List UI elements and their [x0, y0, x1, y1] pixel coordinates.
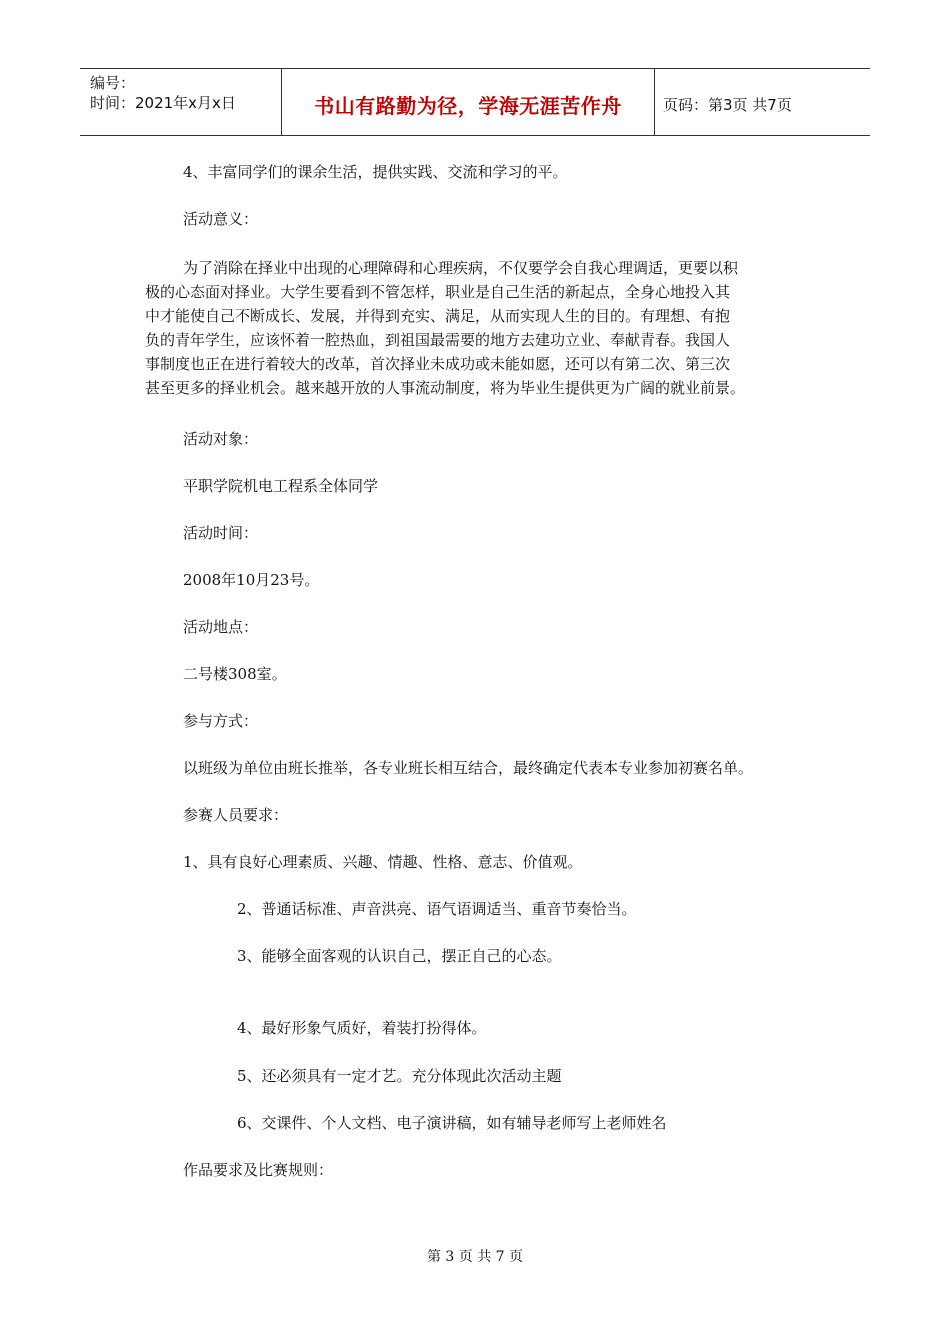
page-info: 页码：第3页 共7页	[663, 96, 792, 114]
requirement-item-2: 2、普通话标准、声音洪亮、语气语调适当、重音节奏恰当。	[237, 900, 637, 918]
header-right-cell	[655, 68, 870, 136]
header-left-cell	[80, 68, 280, 136]
code-label: 编号：	[90, 74, 136, 92]
paragraph-line: 中才能使自己不断成长、发展，并得到充实、满足，从而实现人生的目的。有理想、有抱	[145, 307, 731, 325]
meaning-paragraph	[145, 256, 805, 400]
requirement-item-1: 1、具有良好心理素质、兴趣、情趣、性格、意志、价值观。	[183, 853, 583, 871]
date-label: 时间：2021年x月x日	[90, 94, 236, 112]
paragraph-line: 甚至更多的择业机会。越来越开放的人事流动制度，将为毕业生提供更为广阔的就业前景。	[145, 379, 746, 397]
paragraph-line: 为了消除在择业中出现的心理障碍和心理疾病，不仅要学会自我心理调适，更要以积	[183, 259, 739, 277]
header-middle-cell	[281, 68, 655, 136]
time-text: 2008年10月23号。	[183, 571, 320, 589]
rules-heading: 作品要求及比赛规则：	[183, 1161, 334, 1179]
goal-item-4: 4、丰富同学们的课余生活，提供实践、交流和学习的平。	[183, 163, 568, 181]
page-footer: 第 3 页 共 7 页	[426, 1249, 524, 1265]
place-text: 二号楼308室。	[183, 665, 287, 683]
meaning-heading: 活动意义：	[183, 210, 259, 228]
paragraph-line: 事制度也正在进行着较大的改革，首次择业未成功或未能如愿，还可以有第二次、第三次	[145, 355, 731, 373]
method-text: 以班级为单位由班长推举，各专业班长相互结合，最终确定代表本专业参加初赛名单。	[183, 759, 754, 777]
motto: 书山有路勤为径，学海无涯苦作舟	[314, 94, 622, 118]
target-text: 平职学院机电工程系全体同学	[183, 477, 379, 495]
time-heading: 活动时间：	[183, 524, 259, 542]
paragraph-line: 负的青年学生，应该怀着一腔热血，到祖国最需要的地方去建功立业、奉献青春。我国人	[145, 331, 731, 349]
requirement-item-4: 4、最好形象气质好，着装打扮得体。	[237, 1019, 487, 1037]
requirements-heading: 参赛人员要求：	[183, 806, 289, 824]
method-heading: 参与方式：	[183, 712, 259, 730]
document-header	[80, 68, 870, 136]
target-heading: 活动对象：	[183, 430, 259, 448]
place-heading: 活动地点：	[183, 618, 259, 636]
requirement-item-6: 6、交课件、个人文档、电子演讲稿，如有辅导老师写上老师姓名	[237, 1114, 667, 1132]
requirement-item-3: 3、能够全面客观的认识自己，摆正自己的心态。	[237, 947, 562, 965]
requirement-item-5: 5、还必须具有一定才艺。充分体现此次活动主题	[237, 1067, 562, 1085]
paragraph-line: 极的心态面对择业。大学生要看到不管怎样，职业是自己生活的新起点，全身心地投入其	[145, 283, 731, 301]
